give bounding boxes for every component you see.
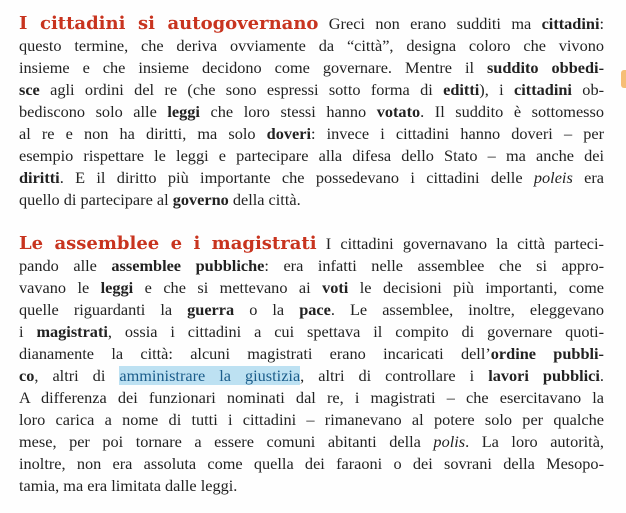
text-line: esempio rispettare le leggi e partecipare alla difesa dello Stato – ma anche dei <box>19 146 604 165</box>
text-line: loro carica a nome di tutti i cittadini – rimanevano al potere solo per qualche <box>19 410 604 429</box>
text-line: Le assemblee e i magistrati I cittadini governavano la città parteci- <box>19 233 604 254</box>
text-line: insieme e che insieme decidono come governare. Mentre il suddito obbedi- <box>19 58 604 77</box>
text-line: pando alle assemblee pubbliche: era infatti nelle assemblee che si appro- <box>19 256 605 275</box>
text-line: bediscono solo alle leggi che loro stessi hanno votato. Il suddito è sottomesso <box>19 102 604 121</box>
text-line: sce agli ordini del re (che sono espressi sotto forma di editti), i cittadini ob- <box>19 80 604 99</box>
section-heading: I cittadini si autogovernano <box>19 13 319 34</box>
text-line: al re e non ha diritti, ma solo doveri: invece i cittadini hanno doveri – per <box>19 124 604 143</box>
text-line: dianamente la città: alcuni magistrati erano incaricati dell’ordine pubbli- <box>19 344 604 363</box>
text-line: tamia, ma era limitata dalle leggi. <box>19 476 238 495</box>
page-edge-tab <box>621 70 626 88</box>
highlighted-phrase[interactable]: amministrare la giustizia <box>119 366 301 385</box>
text-line: A differenza dei funzionari nominati dal re, i magistrati – che esercitavano la <box>19 388 604 407</box>
paragraph-assemblee <box>19 233 604 497</box>
text-line: diritti. E il diritto più importante che possedevano i cittadini delle poleis era <box>19 168 604 187</box>
text-line: co, altri di amministrare la giustizia, altri di controllare i lavori pubblici. <box>19 366 604 385</box>
text-line: mese, per poi tornare a essere comuni abitanti della polis. La loro autorità, <box>19 432 604 451</box>
paragraph-cittadini <box>19 13 604 211</box>
text-line: I cittadini si autogovernano Greci non erano sudditi ma cittadini: <box>19 13 605 34</box>
text-line: vavano le leggi e che si mettevano ai voti le decisioni più importanti, come <box>19 278 605 297</box>
section-heading: Le assemblee e i magistrati <box>19 233 317 254</box>
text-line: questo termine, che deriva ovviamente da “città”, designa coloro che vivono <box>19 36 604 55</box>
text-line: inoltre, non era assoluta come quella dei faraoni o dei sovrani della Mesopo- <box>19 454 604 473</box>
text-line: i magistrati, ossia i cittadini a cui spettava il compito di governare quoti- <box>19 322 604 341</box>
text-line: quelle riguardanti la guerra o la pace. Le assemblee, inoltre, eleggevano <box>19 300 604 319</box>
text-line: quello di partecipare al governo della città. <box>19 190 301 209</box>
